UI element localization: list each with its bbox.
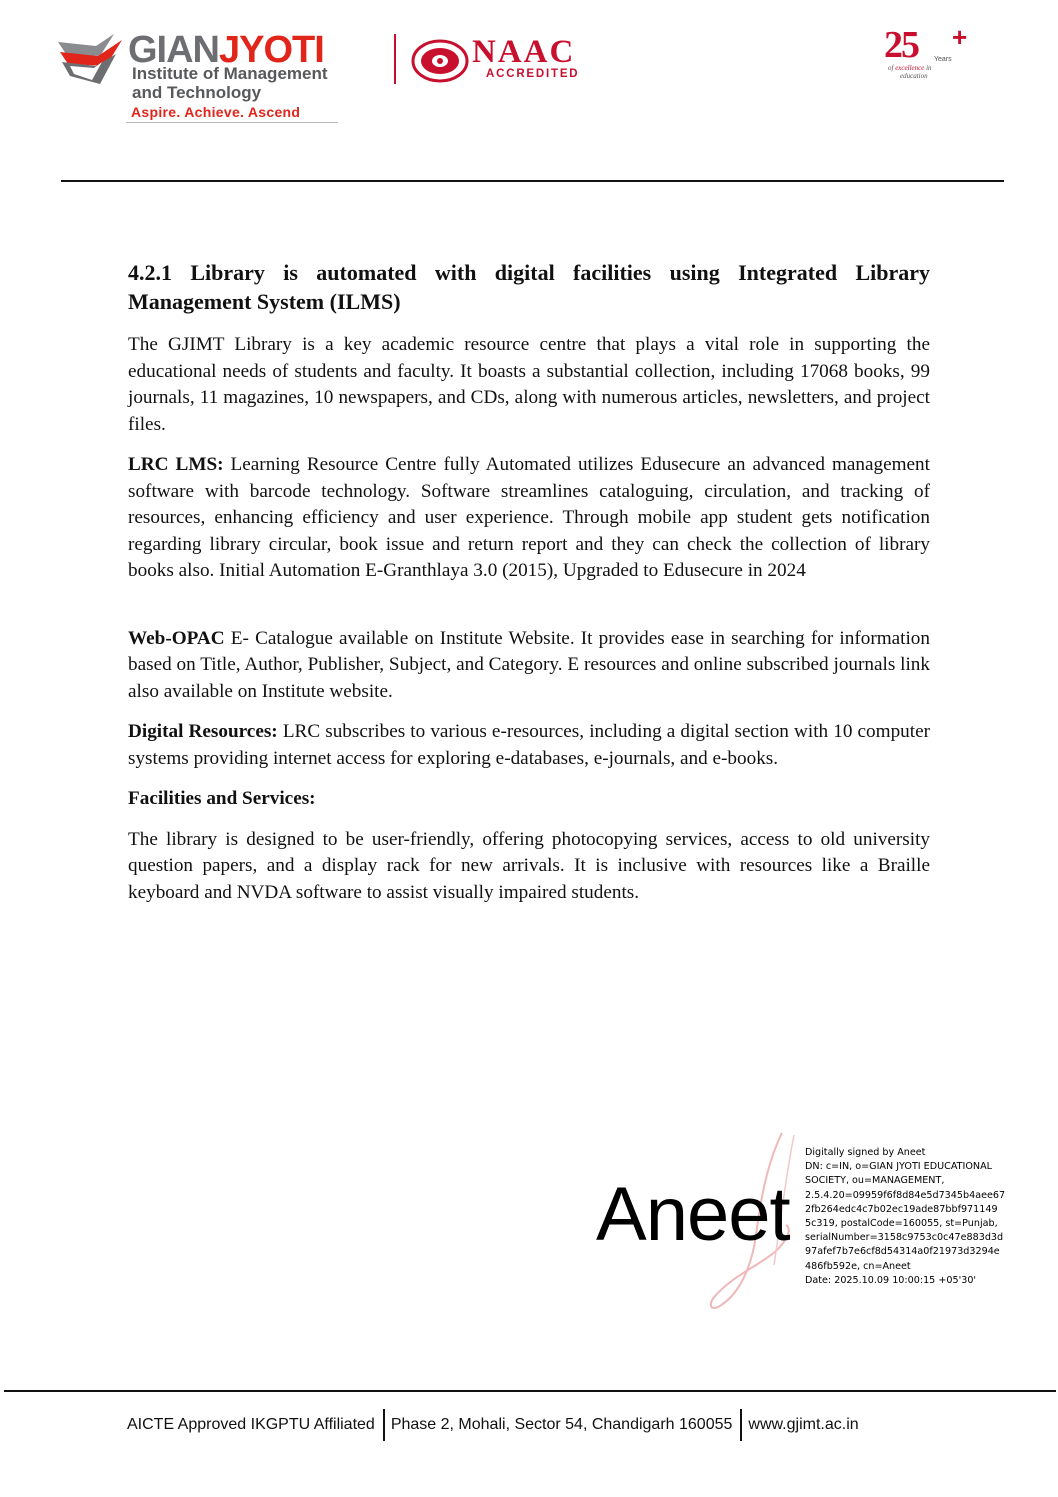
signature-line: 97afef7b7e6cf8d54314a0f21973d3294e (805, 1246, 1000, 1258)
facilities-heading-text: Facilities and Services: (128, 788, 316, 809)
brand-jyoti: JYOTI (219, 29, 324, 71)
footer (127, 1409, 859, 1441)
naac-accredited: ACCREDITED (486, 68, 580, 80)
signature-line: serialNumber=3158c9753c0c47e883d3d (805, 1232, 1004, 1244)
brand-subtitle-line2: and Technology (132, 83, 262, 102)
institute-logo (56, 28, 616, 128)
signature-line: DN: c=IN, o=GIAN JYOTI EDUCATIONAL (805, 1161, 992, 1173)
anniversary-plus: + (952, 22, 968, 52)
anniversary-of: of (888, 64, 894, 72)
signature-line: Date: 2025.10.09 10:00:15 +05'30' (805, 1274, 977, 1286)
signature-line: 486fb592e, cn=Aneet (805, 1260, 911, 1272)
digital-label: Digital Resources: (128, 721, 278, 742)
signature-line: 2fb264edc4c7b02ec19ade87bbf971149 (805, 1203, 998, 1215)
footer-affiliation: AICTE Approved IKGPTU Affiliated (127, 1416, 375, 1433)
section-heading: 4.2.1 Library is automated with digital facilities using Integrated Library Management System (ILMS) (128, 260, 930, 314)
lms-paragraph (128, 452, 930, 585)
digital-text: LRC subscribes to various e-resources, including a digital section with 10 computer systems providing internet access for exploring e-databases, e-journals, and e-books. (128, 721, 930, 769)
opac-paragraph (128, 626, 930, 706)
opac-label: Web-OPAC (128, 627, 225, 649)
intro-paragraph: The GJIMT Library is a key academic resource centre that plays a vital role in supporting the educational needs of students and faculty. It boasts a substantial collection, including 17068 books, 99 journals, 11 magazines, 10 newspapers, and CDs, along with numerous articles, newsletters, and project files. (128, 334, 930, 435)
footer-address: Phase 2, Mohali, Sector 54, Chandigarh 160055 (390, 1416, 733, 1433)
footer-website-link[interactable]: www.gjimt.ac.in (748, 1416, 859, 1433)
brand-gian: GIAN (128, 29, 219, 71)
footer-separator (740, 1409, 742, 1441)
signature-line: SOCIETY, ou=MANAGEMENT, (805, 1175, 945, 1187)
footer-separator (383, 1409, 385, 1441)
anniversary-education: education (900, 72, 928, 80)
facilities-heading (128, 786, 930, 813)
signature-line: 5c319, postalCode=160055, st=Punjab, (805, 1218, 998, 1230)
naac-title: NAAC (472, 34, 576, 70)
chevron-logo-icon (56, 32, 126, 86)
naac-seal-icon (410, 38, 470, 84)
facilities-paragraph: The library is designed to be user-friendly, offering photocopying services, access to old university question papers, and a display rack for new arrivals. It is inclusive with resources like a Braille keyboard and NVDA software to assist visually impaired students. (128, 828, 930, 903)
signature-line: 2.5.4.20=09959f6f8d84e5d7345b4aee67 (805, 1189, 1006, 1201)
tagline: Aspire. Achieve. Ascend (131, 104, 301, 120)
header-divider (61, 180, 1004, 182)
anniversary-excellence-word: excellence (895, 64, 925, 72)
anniversary-in: in (926, 64, 932, 72)
opac-text: E- Catalogue available on Institute Website. It provides ease in searching for information based on Title, Author, Publisher, Subject, and Category. E resources and online subscribed journals link also available on Institute website. (128, 627, 930, 702)
brand-subtitle-line1: Institute of Management (132, 64, 328, 83)
brand-subtitle (132, 64, 328, 102)
logo-divider (394, 34, 396, 84)
lms-label: LRC LMS: (128, 454, 224, 475)
footer-divider (4, 1390, 1056, 1392)
lms-text: Learning Resource Centre fully Automated utilizes Edusecure an advanced management software with barcode technology. Software streamlines cataloguing, circulation, and tracking of resources, enhancing efficiency and user experience. Through mobile app student gets notification regarding library circular, book issue and return report and they can check the collection of library books also. Initial Automation E-Granthlaya 3.0 (2015), Upgraded to Edusecure in 2024 (128, 454, 930, 581)
anniversary-years: Years (934, 56, 952, 63)
digital-paragraph (128, 719, 930, 772)
anniversary-excellence (888, 64, 932, 72)
tagline-rule (126, 122, 338, 123)
anniversary-number: 25 (884, 24, 918, 66)
signature-line: Digitally signed by Aneet (805, 1147, 926, 1158)
document-body (128, 258, 930, 920)
anniversary-badge (880, 22, 980, 86)
signature-name: Aneet (596, 1172, 790, 1257)
digital-signature-details (805, 1146, 1045, 1288)
